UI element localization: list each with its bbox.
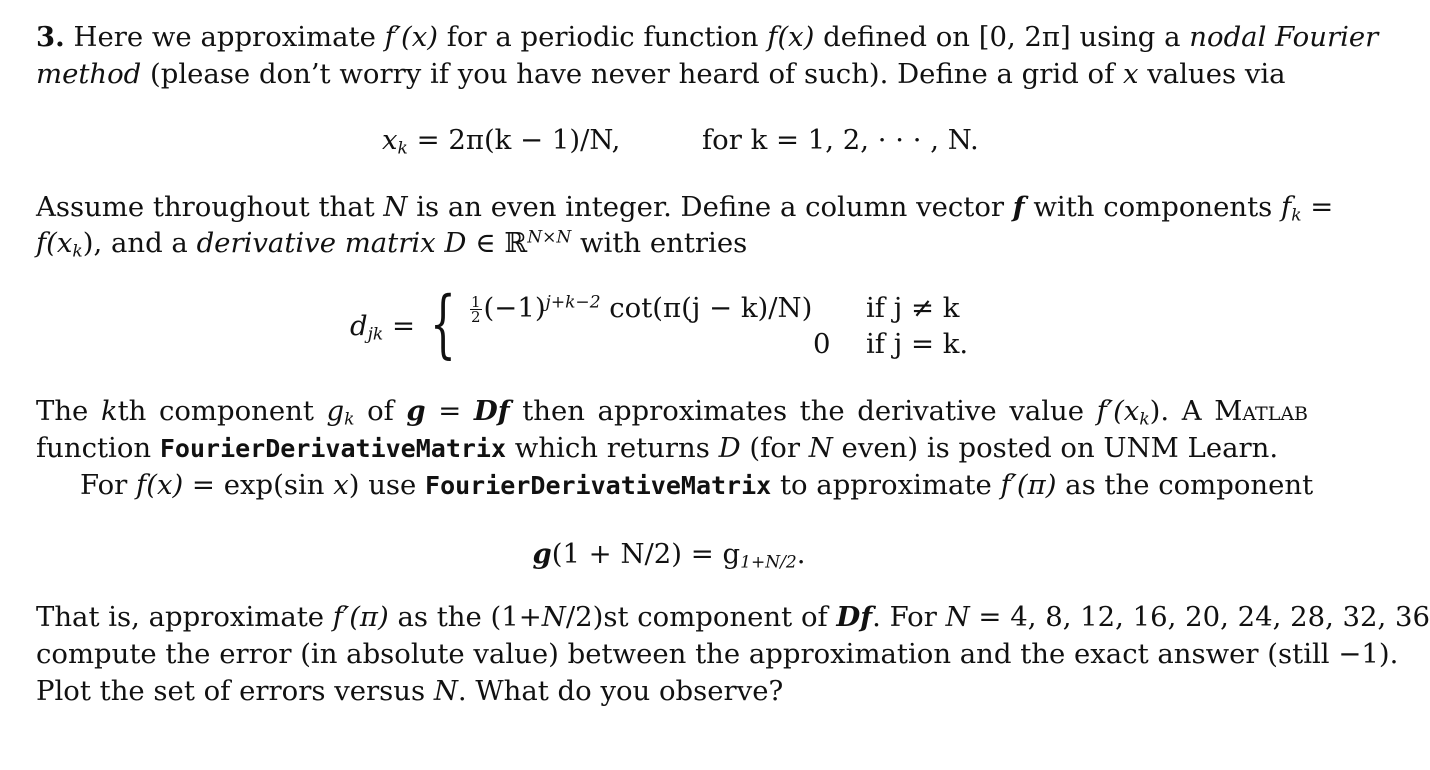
text: th component [117, 395, 327, 427]
text: = [425, 395, 474, 427]
paragraph-4-line-1 [36, 599, 1430, 635]
equation-grid-lhs [382, 120, 620, 160]
math-vector-g: g [532, 538, 552, 570]
text: = exp(sin [183, 469, 334, 501]
math-vector-g: g [406, 395, 426, 427]
math: = [383, 310, 416, 342]
math-gk: g [326, 395, 345, 427]
text: function [36, 432, 160, 464]
text: Plot the set of errors versus [36, 675, 434, 707]
text: with components [1024, 191, 1282, 223]
math-N: N [383, 191, 408, 223]
text: with entries [571, 227, 748, 259]
text: as the (1+ [388, 601, 542, 633]
math: f′(x [1096, 395, 1140, 427]
math: x [382, 124, 398, 156]
text: = 4, 8, 12, 16, 20, 24, 28, 32, 36 [969, 601, 1430, 633]
equation-d-lhs [350, 308, 415, 344]
math: (−1) [483, 292, 546, 324]
text: defined on [0, 2π] using a [814, 21, 1190, 53]
text: for a periodic function [437, 21, 768, 53]
text: even) is posted on UNM Learn. [832, 432, 1279, 464]
fraction-numerator: 1 [471, 293, 481, 311]
code-function-name: FourierDerivativeMatrix [425, 471, 772, 500]
text: as the component [1056, 469, 1314, 501]
text: For [80, 469, 137, 501]
math-sub: jk [367, 324, 384, 345]
text: ∈ ℝ [466, 227, 528, 259]
text: Assume throughout that [36, 191, 384, 223]
math: = 2π(k − 1)/N, [407, 124, 621, 156]
math-fx: f(x) [767, 21, 815, 53]
text: which returns [506, 432, 719, 464]
equation-d-condition-2: if j = k. [866, 328, 969, 360]
paragraph-4-line-2: compute the error (in absolute value) between the approximation and the exact answer (still −1). [36, 638, 1399, 670]
math-sub: k [344, 409, 355, 430]
equation-g-component [0, 536, 1338, 572]
emphasis-nodal-fourier: nodal Fourier [1189, 21, 1379, 53]
text: is an even integer. Define a column vector [407, 191, 1013, 223]
paragraph-2-line-1 [36, 189, 1334, 226]
math-sub: k [72, 241, 83, 262]
text: . What do you observe? [457, 675, 784, 707]
math-fprime-pi: f′(π) [1000, 469, 1057, 501]
left-brace: { [430, 281, 456, 367]
text: Here we approximate [73, 21, 385, 53]
emphasis-method: method [36, 58, 142, 90]
text: of [354, 395, 407, 427]
math-sup: N×N [527, 227, 572, 248]
text: values via [1138, 58, 1286, 90]
math-sub: k [1139, 409, 1150, 430]
paragraph-3-line-2 [36, 430, 1308, 467]
text: ). A [1149, 395, 1215, 427]
emphasis-derivative-matrix: derivative matrix D [196, 227, 467, 259]
matlab-name: Matlab [1214, 395, 1309, 427]
math: d [350, 310, 368, 342]
text: /2)st component of [565, 601, 837, 633]
math-Df: Df [836, 601, 873, 633]
equation-grid-rhs: for k = 1, 2, · · · , N. [702, 124, 979, 156]
math: cot(π(j − k)/N) [600, 292, 813, 324]
math-N: N [945, 601, 970, 633]
text: . For [872, 601, 946, 633]
math-N: N [808, 432, 833, 464]
math-N: N [433, 675, 458, 707]
paragraph-1-line-2 [36, 56, 1308, 92]
math-N: N [541, 601, 566, 633]
text: That is, approximate [36, 601, 333, 633]
paragraph-1-line-1 [36, 19, 1379, 55]
text: ) use [348, 469, 426, 501]
math-fx: f(x) [136, 469, 184, 501]
problem-number: 3. [36, 21, 65, 53]
code-function-name: FourierDerivativeMatrix [159, 434, 507, 463]
text: (for [740, 432, 809, 464]
text: then approximates the derivative value [509, 395, 1097, 427]
paragraph-3-line-3 [80, 467, 1314, 504]
math-fprime-pi: f′(π) [332, 601, 389, 633]
text: = [1301, 191, 1334, 223]
text: ), and a [82, 227, 197, 259]
equation-derivative-entries [0, 281, 1338, 367]
math-sup: j+k−2 [545, 292, 601, 313]
paragraph-3-line-1 [36, 393, 1308, 429]
math: . [796, 538, 806, 570]
equation-d-case-2: 0 [813, 328, 831, 360]
math-Df: Df [473, 395, 510, 427]
equation-d-case-1 [470, 290, 812, 326]
fraction-half [470, 295, 482, 324]
math-sub: k [1291, 205, 1302, 226]
math-k: k [100, 395, 118, 427]
fraction-denominator: 2 [471, 308, 481, 326]
paragraph-2-line-2 [36, 225, 1308, 261]
math-vector-f: f [1012, 191, 1025, 223]
math-fk: f [1281, 191, 1292, 223]
paragraph-4-line-3 [36, 673, 1308, 709]
math: f(x [36, 227, 73, 259]
math-sub: k [397, 138, 408, 159]
math-fprime: f′(x) [384, 21, 438, 53]
math-D: D [718, 432, 741, 464]
math-sub: 1+N/2 [740, 552, 797, 573]
equation-d-condition-1: if j ≠ k [866, 292, 960, 324]
text: to approximate [771, 469, 1001, 501]
text: (please don’t worry if you have never heard of such). Define a grid of [141, 58, 1124, 90]
math: (1 + N/2) = g [551, 538, 741, 570]
text: The [36, 395, 101, 427]
math-x: x [1123, 58, 1139, 90]
math-x: x [333, 469, 349, 501]
